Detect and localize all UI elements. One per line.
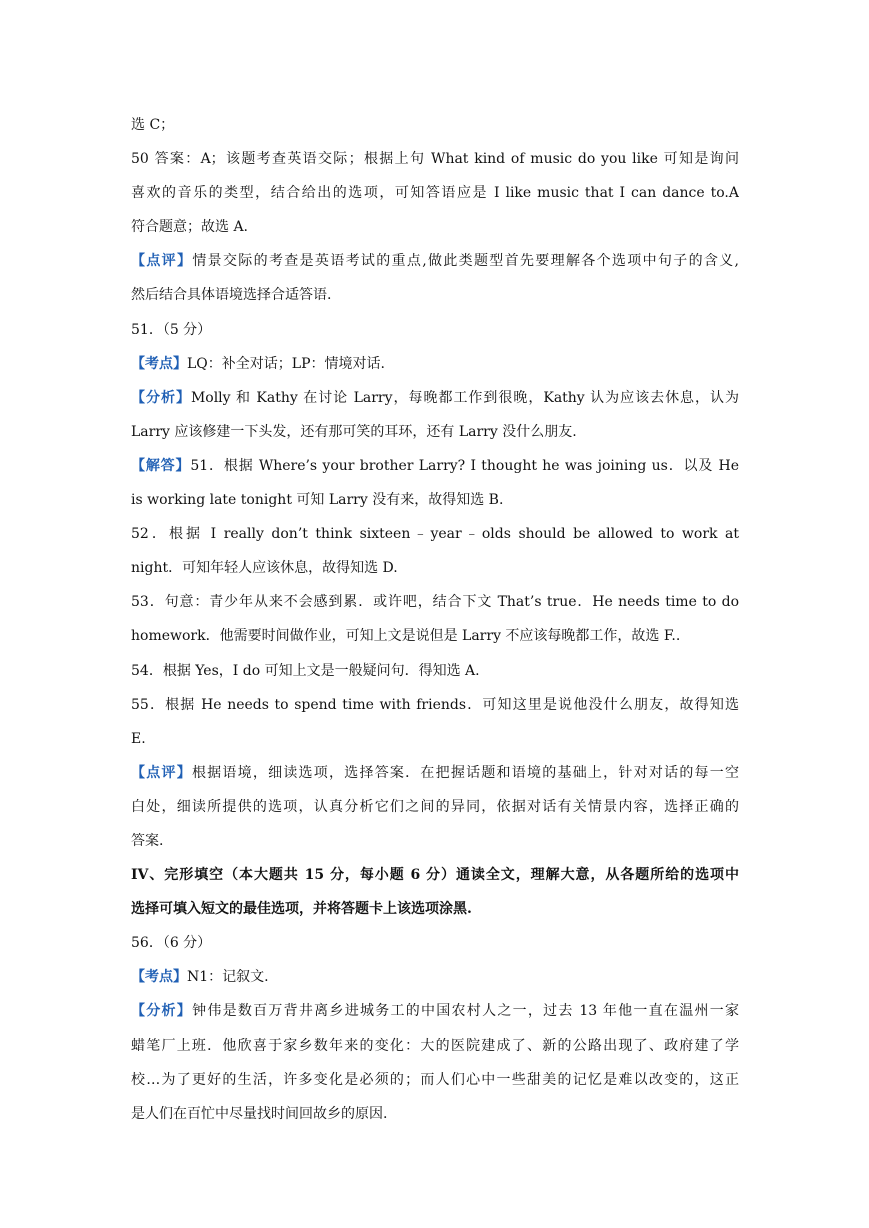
text-line xyxy=(131,790,739,824)
text-line xyxy=(131,176,739,210)
text-line xyxy=(131,688,739,722)
text-line xyxy=(131,926,739,960)
section-label: 【点评】 xyxy=(131,764,192,781)
text-line xyxy=(131,142,739,176)
line-text: 符合题意；故选 A. xyxy=(131,219,249,236)
line-text: 校…为了更好的生活，许多变化是必须的；而人们心中一些甜美的记忆是难以改变的，这正 xyxy=(131,1071,739,1088)
text-line xyxy=(131,449,739,483)
line-text: 答案. xyxy=(131,832,164,849)
line-text: 情景交际的考查是英语考试的重点,做此类题型首先要理解各个选项中句子的含义, xyxy=(192,253,739,270)
line-text: 51．根据 Where’s your brother Larry? I thought he was joining us．以及 He xyxy=(190,457,739,474)
text-line xyxy=(131,654,739,688)
line-text: 是人们在百忙中尽量找时间回故乡的原因. xyxy=(131,1105,388,1122)
text-line xyxy=(131,994,739,1028)
line-text: 选 C； xyxy=(131,117,175,133)
line-text: 50 答案：A；该题考查英语交际；根据上句 What kind of music do you like 可知是询问 xyxy=(131,151,739,168)
line-text: 钟伟是数百万背井离乡进城务工的中国农村人之一，过去 13 年他一直在温州一家 xyxy=(192,1003,739,1020)
text-line xyxy=(131,108,739,142)
line-text: Larry 应该修建一下头发，还有那可笑的耳环，还有 Larry 没什么朋友. xyxy=(131,423,577,440)
line-text: 54．根据 Yes，I do 可知上文是一般疑问句．得知选 A. xyxy=(131,662,480,679)
text-line xyxy=(131,551,739,585)
line-text: 52．根据 I really don’t think sixteen﹣year﹣olds should be allowed to work at xyxy=(131,526,739,543)
text-line xyxy=(131,619,739,653)
line-text: 选择可填入短文的最佳选项，并将答题卡上该选项涂黑. xyxy=(131,901,472,918)
text-line xyxy=(131,722,739,756)
text-line xyxy=(131,858,739,892)
section-label: 【考点】 xyxy=(131,969,187,986)
line-text: 白处，细读所提供的选项，认真分析它们之间的异同，依据对话有关情景内容，选择正确的 xyxy=(131,798,739,815)
line-text: 55．根据 He needs to spend time with friends．可知这里是说他没什么朋友，故得知选 xyxy=(131,696,739,713)
line-text: 蜡笔厂上班．他欣喜于家乡数年来的变化：大的医院建成了、新的公路出现了、政府建了学 xyxy=(131,1037,739,1054)
line-text: 根据语境，细读选项，选择答案．在把握话题和语境的基础上，针对对话的每一空 xyxy=(191,764,739,781)
section-label: 【考点】 xyxy=(131,355,187,372)
line-text: N1：记叙文. xyxy=(187,969,269,986)
line-text: is working late tonight 可知 Larry 没有来，故得知选 B. xyxy=(131,492,504,509)
text-line xyxy=(131,381,739,415)
text-line xyxy=(131,1029,739,1063)
text-line xyxy=(131,415,739,449)
line-text: night．可知年轻人应该休息，故得知选 D. xyxy=(131,560,398,577)
text-line xyxy=(131,347,739,381)
text-line xyxy=(131,960,739,994)
text-line xyxy=(131,313,739,347)
line-text: 51．（5 分） xyxy=(131,321,212,338)
line-text: 然后结合具体语境选择合适答语. xyxy=(131,287,332,304)
line-text: 喜欢的音乐的类型，结合给出的选项，可知答语应是 I like music that I can dance to.A xyxy=(131,185,739,202)
text-line xyxy=(131,210,739,244)
text-line xyxy=(131,756,739,790)
text-line xyxy=(131,244,739,278)
text-line xyxy=(131,517,739,551)
line-text: Molly 和 Kathy 在讨论 Larry，每晚都工作到很晚，Kathy 认为应该去休息，认为 xyxy=(190,389,739,406)
text-line xyxy=(131,892,739,926)
text-line xyxy=(131,1063,739,1097)
line-text: LQ：补全对话；LP：情境对话. xyxy=(187,355,385,372)
line-text: 53．句意：青少年从来不会感到累．或许吧，结合下文 That’s true．He needs time to do xyxy=(131,594,739,611)
section-label: 【分析】 xyxy=(131,1003,193,1020)
section-label: 【分析】 xyxy=(131,389,191,406)
line-text: homework．他需要时间做作业，可知上文是说但是 Larry 不应该每晚都工作，故选 F.. xyxy=(131,628,681,645)
text-line xyxy=(131,585,739,619)
text-line xyxy=(131,483,739,517)
line-text: E. xyxy=(131,730,146,747)
text-line xyxy=(131,824,739,858)
line-text: 56．（6 分） xyxy=(131,935,212,952)
section-label: 【点评】 xyxy=(131,253,193,270)
document-body xyxy=(131,108,739,1131)
text-line xyxy=(131,278,739,312)
text-line xyxy=(131,1097,739,1131)
section-label: 【解答】 xyxy=(131,457,191,474)
line-text: IV、完形填空（本大题共 15 分，每小题 6 分）通读全文，理解大意，从各题所给的选项中 xyxy=(131,867,739,884)
